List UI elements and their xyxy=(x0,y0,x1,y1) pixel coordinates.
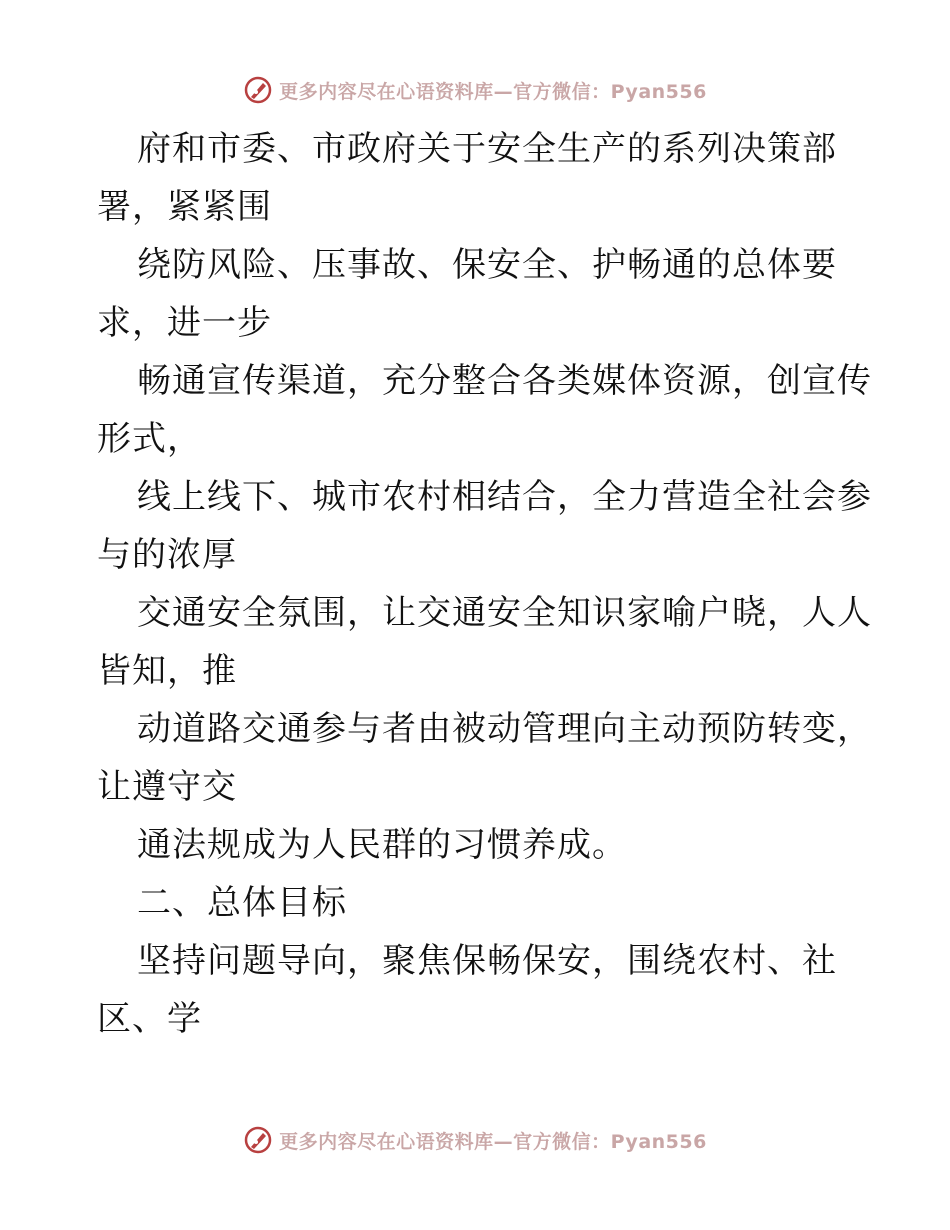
body-line: 通法规成为人民群的习惯养成。 xyxy=(137,825,627,865)
header-banner xyxy=(0,70,950,110)
body-line: 绕防风险、压事故、保安全、护畅通的总体要 xyxy=(137,245,837,285)
body-line: 坚持问题导向，聚焦保畅保安，围绕农村、社 xyxy=(137,941,837,981)
footer-banner-text: 更多内容尽在心语资料库—官方微信：Pyan556 xyxy=(279,1130,707,1153)
pen-nib-circle-icon xyxy=(243,75,273,105)
body-line: 区、学 xyxy=(97,999,202,1039)
body-line: 线上线下、城市农村相结合，全力营造全社会参 xyxy=(137,477,872,517)
body-line: 署，紧紧围 xyxy=(97,187,272,227)
body-line: 形式， xyxy=(97,419,202,459)
body-line: 动道路交通参与者由被动管理向主动预防转变， xyxy=(137,709,872,749)
body-line: 求，进一步 xyxy=(97,303,272,343)
body-line: 皆知，推 xyxy=(97,651,237,691)
pen-nib-circle-icon xyxy=(243,1125,273,1155)
section-heading: 二、总体目标 xyxy=(137,883,347,923)
header-banner-text: 更多内容尽在心语资料库—官方微信：Pyan556 xyxy=(279,80,707,103)
body-line: 与的浓厚 xyxy=(97,535,237,575)
body-line: 让遵守交 xyxy=(97,767,237,807)
body-line: 府和市委、市政府关于安全生产的系列决策部 xyxy=(137,129,837,169)
footer-banner xyxy=(0,1120,950,1160)
body-line: 畅通宣传渠道，充分整合各类媒体资源，创宣传 xyxy=(137,361,872,401)
body-line: 交通安全氛围，让交通安全知识家喻户晓，人人 xyxy=(137,593,872,633)
document-body xyxy=(97,120,887,1048)
